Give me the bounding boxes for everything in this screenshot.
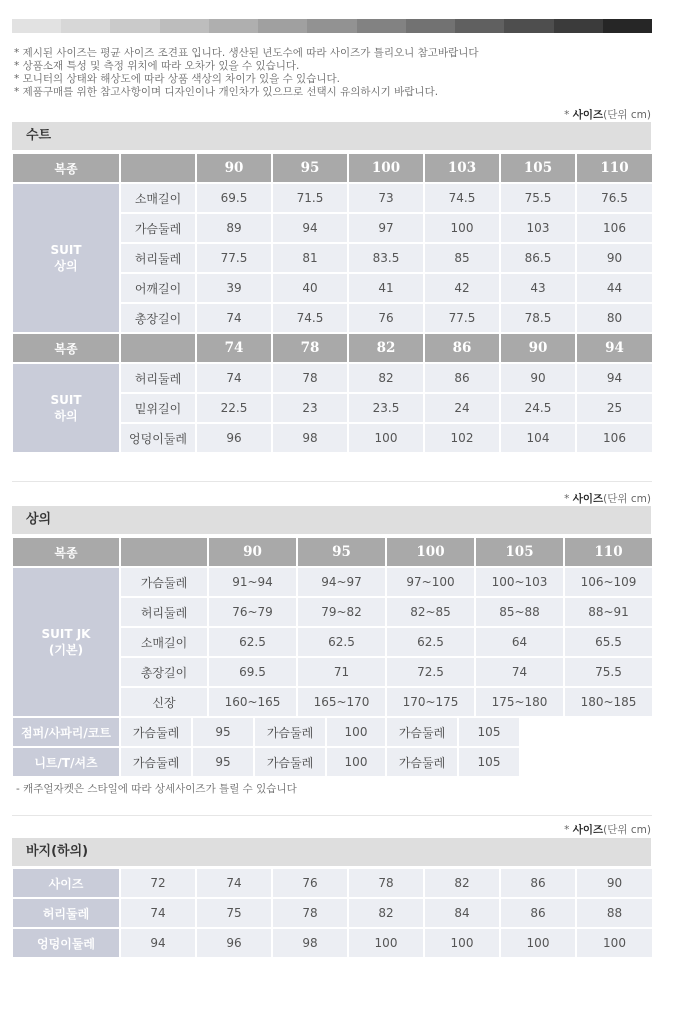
cell: 95 [192, 717, 254, 747]
cell: 97 [348, 213, 424, 243]
table-row [12, 747, 520, 777]
cell: 94~97 [297, 567, 386, 597]
cell: 가슴둘레 [386, 747, 458, 777]
cell: 91~94 [208, 567, 297, 597]
note-line: * 제품구매를 위한 참고사항이며 디자인이나 개인차가 있으므로 선택시 유의하시기 바랍니다. [14, 86, 439, 98]
gradient-swatch [12, 19, 61, 33]
cell: 23.5 [348, 393, 424, 423]
unit-label: * 사이즈(단위 cm) [564, 493, 651, 505]
row-label: 가슴둘레 [120, 213, 196, 243]
cell: 165~170 [297, 687, 386, 717]
cell: 100 [348, 928, 424, 958]
cell: 175~180 [475, 687, 564, 717]
cell: 94 [576, 363, 653, 393]
table-row [12, 363, 653, 393]
tops-header-row [12, 537, 653, 567]
header-label: 복종 [12, 537, 120, 567]
gradient-swatch [603, 19, 652, 33]
cell: 82 [348, 363, 424, 393]
cell: 85 [424, 243, 500, 273]
size-header: 100 [386, 537, 475, 567]
cell: 72 [120, 868, 196, 898]
size-header: 110 [564, 537, 653, 567]
cell: 41 [348, 273, 424, 303]
row-label: 총장길이 [120, 303, 196, 333]
gradient-swatch [406, 19, 455, 33]
cell: 106 [576, 213, 653, 243]
cell: 170~175 [386, 687, 475, 717]
gradient-swatch [357, 19, 406, 33]
row-label: 소매길이 [120, 627, 208, 657]
cell: 94 [120, 928, 196, 958]
gradient-swatch [209, 19, 258, 33]
group-label-suit-bottom: SUIT 하의 [12, 363, 120, 453]
casual-jacket-note: - 캐주얼자켓은 스타일에 따라 상세사이즈가 틀릴 수 있습니다 [16, 783, 297, 795]
cell: 100 [500, 928, 576, 958]
cell: 160~165 [208, 687, 297, 717]
gradient-swatch [258, 19, 307, 33]
cell: 85~88 [475, 597, 564, 627]
cell: 84 [424, 898, 500, 928]
cell: 62.5 [297, 627, 386, 657]
cell: 24.5 [500, 393, 576, 423]
cell: 24 [424, 393, 500, 423]
row-label: 허리둘레 [120, 363, 196, 393]
cell: 94 [272, 213, 348, 243]
header-blank [120, 153, 196, 183]
casual-size-table [11, 716, 521, 778]
gradient-swatch [554, 19, 603, 33]
unit-label: * 사이즈(단위 cm) [564, 824, 651, 836]
cell: 25 [576, 393, 653, 423]
cell: 76 [348, 303, 424, 333]
cell: 95 [192, 747, 254, 777]
note-line: * 제시된 사이즈는 평균 사이즈 조견표 입니다. 생산된 년도수에 따라 사이즈가 틀리오니 참고바랍니다 [14, 47, 479, 59]
table-row [12, 717, 520, 747]
cell: 74.5 [272, 303, 348, 333]
row-label: 허리둘레 [120, 597, 208, 627]
cell: 100 [424, 928, 500, 958]
cell: 82 [424, 868, 500, 898]
cell: 75.5 [564, 657, 653, 687]
row-label: 신장 [120, 687, 208, 717]
cell: 76.5 [576, 183, 653, 213]
size-header: 90 [208, 537, 297, 567]
cell: 71 [297, 657, 386, 687]
cell: 69.5 [196, 183, 272, 213]
size-header: 95 [272, 153, 348, 183]
cell: 40 [272, 273, 348, 303]
table-row [12, 898, 653, 928]
cell: 102 [424, 423, 500, 453]
cell: 86.5 [500, 243, 576, 273]
unit-label: * 사이즈(단위 cm) [564, 109, 651, 121]
size-header: 95 [297, 537, 386, 567]
cell: 23 [272, 393, 348, 423]
cell: 42 [424, 273, 500, 303]
divider [12, 481, 652, 482]
header-blank [120, 537, 208, 567]
cell: 가슴둘레 [120, 717, 192, 747]
cell: 77.5 [196, 243, 272, 273]
cell: 86 [424, 363, 500, 393]
cell: 96 [196, 928, 272, 958]
group-label-suit-top: SUIT 상의 [12, 183, 120, 333]
size-header: 86 [424, 333, 500, 363]
color-gradient-bar [12, 19, 652, 33]
table-row [12, 868, 653, 898]
suit-bottom-header-row [12, 333, 653, 363]
gradient-swatch [160, 19, 209, 33]
cell: 98 [272, 928, 348, 958]
cell: 180~185 [564, 687, 653, 717]
size-header: 105 [475, 537, 564, 567]
cell: 100~103 [475, 567, 564, 597]
row-label: 총장길이 [120, 657, 208, 687]
section-title-pants: 바지(하의) [12, 838, 651, 866]
pants-size-table [11, 867, 654, 959]
cell: 82~85 [386, 597, 475, 627]
cell: 104 [500, 423, 576, 453]
size-header: 110 [576, 153, 653, 183]
cell: 76 [272, 868, 348, 898]
cell: 105 [458, 747, 520, 777]
cell: 가슴둘레 [386, 717, 458, 747]
cell: 105 [458, 717, 520, 747]
cell: 90 [576, 868, 653, 898]
table-row [12, 183, 653, 213]
cell: 39 [196, 273, 272, 303]
header-label: 복종 [12, 333, 120, 363]
cell: 73 [348, 183, 424, 213]
cell: 75 [196, 898, 272, 928]
cell: 64 [475, 627, 564, 657]
header-label: 복종 [12, 153, 120, 183]
gradient-swatch [110, 19, 159, 33]
cell: 79~82 [297, 597, 386, 627]
cell: 103 [500, 213, 576, 243]
row-label-hip: 엉덩이둘레 [12, 928, 120, 958]
cell: 가슴둘레 [120, 747, 192, 777]
note-line: * 모니터의 상태와 해상도에 따라 상품 색상의 차이가 있을 수 있습니다. [14, 73, 340, 85]
cell: 88 [576, 898, 653, 928]
cell: 100 [348, 423, 424, 453]
cell: 74 [196, 868, 272, 898]
cell: 89 [196, 213, 272, 243]
cell: 77.5 [424, 303, 500, 333]
row-label-size: 사이즈 [12, 868, 120, 898]
cell: 90 [576, 243, 653, 273]
gradient-swatch [61, 19, 110, 33]
size-header: 94 [576, 333, 653, 363]
row-label: 엉덩이둘레 [120, 423, 196, 453]
table-row [12, 928, 653, 958]
cell: 78 [272, 898, 348, 928]
divider [12, 815, 652, 816]
row-label: 밑위길이 [120, 393, 196, 423]
cell: 76~79 [208, 597, 297, 627]
cell: 80 [576, 303, 653, 333]
header-blank [120, 333, 196, 363]
cell: 78 [348, 868, 424, 898]
cell: 90 [500, 363, 576, 393]
size-header: 90 [500, 333, 576, 363]
tops-size-table [11, 536, 654, 718]
row-label: 소매길이 [120, 183, 196, 213]
size-header: 82 [348, 333, 424, 363]
cell: 44 [576, 273, 653, 303]
cell: 100 [576, 928, 653, 958]
cell: 78 [272, 363, 348, 393]
cell: 74 [475, 657, 564, 687]
size-header: 90 [196, 153, 272, 183]
gradient-swatch [455, 19, 504, 33]
cell: 71.5 [272, 183, 348, 213]
gradient-swatch [504, 19, 553, 33]
cell: 가슴둘레 [254, 717, 326, 747]
size-header: 78 [272, 333, 348, 363]
cell: 83.5 [348, 243, 424, 273]
cell: 72.5 [386, 657, 475, 687]
suit-size-table [11, 152, 654, 454]
row-label: 어깨길이 [120, 273, 196, 303]
cell: 74 [196, 303, 272, 333]
row-label: 가슴둘레 [120, 567, 208, 597]
table-row [12, 567, 653, 597]
row-label-jumper-safari-coat: 점퍼/사파리/코트 [12, 717, 120, 747]
group-label-suit-jk: SUIT JK (기본) [12, 567, 120, 717]
cell: 106~109 [564, 567, 653, 597]
note-line: * 상품소재 특성 및 측정 위치에 따라 오차가 있을 수 있습니다. [14, 60, 300, 72]
cell: 100 [424, 213, 500, 243]
cell: 78.5 [500, 303, 576, 333]
cell: 62.5 [386, 627, 475, 657]
cell: 98 [272, 423, 348, 453]
cell: 22.5 [196, 393, 272, 423]
cell: 100 [326, 747, 386, 777]
size-notes [14, 47, 479, 99]
cell: 74 [120, 898, 196, 928]
cell: 86 [500, 868, 576, 898]
cell: 75.5 [500, 183, 576, 213]
size-header: 103 [424, 153, 500, 183]
cell: 43 [500, 273, 576, 303]
cell: 74.5 [424, 183, 500, 213]
size-header: 105 [500, 153, 576, 183]
cell: 106 [576, 423, 653, 453]
cell: 가슴둘레 [254, 747, 326, 777]
cell: 96 [196, 423, 272, 453]
cell: 62.5 [208, 627, 297, 657]
size-header: 74 [196, 333, 272, 363]
gradient-swatch [307, 19, 356, 33]
cell: 74 [196, 363, 272, 393]
cell: 100 [326, 717, 386, 747]
cell: 65.5 [564, 627, 653, 657]
cell: 81 [272, 243, 348, 273]
row-label-waist: 허리둘레 [12, 898, 120, 928]
row-label-knit-t-shirt: 니트/T/셔츠 [12, 747, 120, 777]
cell: 97~100 [386, 567, 475, 597]
suit-top-header-row [12, 153, 653, 183]
cell: 69.5 [208, 657, 297, 687]
cell: 82 [348, 898, 424, 928]
section-title-suit: 수트 [12, 122, 651, 150]
cell: 88~91 [564, 597, 653, 627]
section-title-tops: 상의 [12, 506, 651, 534]
row-label: 허리둘레 [120, 243, 196, 273]
cell: 86 [500, 898, 576, 928]
size-header: 100 [348, 153, 424, 183]
